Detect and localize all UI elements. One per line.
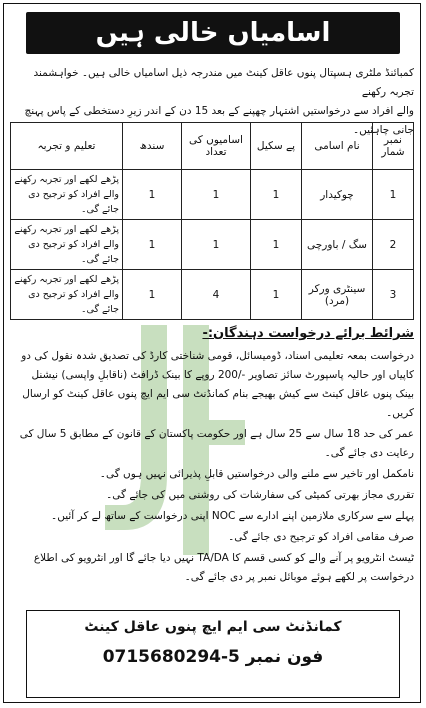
cell-count: 4 [182, 270, 251, 320]
col-post: نام اسامی [302, 123, 373, 170]
table-row [11, 220, 414, 270]
condition-item: عمر کی حد 18 سال سے 25 سال ہے اور حکومت پاکستان کے قانون کے مطابق 5 سال کی رعایت دی جائے گی۔ [19, 428, 414, 459]
issuing-authority: کمانڈنٹ سی ایم ایچ پنوں عاقل کینٹ [84, 619, 342, 635]
col-scale: پے سکیل [251, 123, 302, 170]
cell-serial: 1 [373, 170, 414, 220]
table-row [11, 270, 414, 320]
cell-scale: 1 [251, 270, 302, 320]
condition-item: ٹیسٹ انٹرویو پر آنے والے کو کسی قسم کا TA/DA نہیں دیا جائے گا اور انٹرویو کی اطلاع درخواست پر لکھے ہوئے موبائل نمبر پر دی جائے گی۔ [33, 552, 414, 583]
conditions-list [10, 347, 414, 589]
cell-serial: 3 [373, 270, 414, 320]
title-banner [26, 12, 400, 54]
cell-education: پڑھے لکھے اور تجربہ رکھنے والے افراد کو ترجیح دی جائے گی۔ [11, 270, 123, 320]
contact-box [26, 610, 400, 698]
phone-number: 0715680294-5 [102, 647, 240, 667]
phone-line [27, 647, 399, 667]
col-count: اسامیوں کی تعداد [182, 123, 251, 170]
col-education: تعلیم و تجربہ [11, 123, 123, 170]
cell-count: 1 [182, 170, 251, 220]
condition-item: صرف مقامی افراد کو ترجیح دی جائے گی۔ [228, 531, 414, 543]
phone-label: فون نمبر [245, 647, 324, 667]
condition-item: پہلے سے سرکاری ملازمین اپنے ادارے سے NOC اپنی درخواست کے ساتھ لے کر آئیں۔ [51, 510, 414, 522]
table-row [11, 170, 414, 220]
cell-post: سگ / باورچی [302, 220, 373, 270]
page-title: اسامیاں خالی ہیں [95, 18, 331, 48]
col-serial: نمبر شمار [373, 123, 414, 170]
cell-education: پڑھے لکھے اور تجربہ رکھنے والے افراد کو ترجیح دی جائے گی۔ [11, 220, 123, 270]
cell-serial: 2 [373, 220, 414, 270]
conditions-title: شرائط برائے درخواست دہندگان:- [202, 326, 414, 341]
cell-scale: 1 [251, 170, 302, 220]
intro-line-2: والے افراد سے درخواستیں اشتہار چھپنے کے بعد 15 دن کے اندر زیرِ دستخطی کے پاس پہنچ جانی چاہئیں۔ [24, 105, 414, 136]
col-sindh: سندھ [123, 123, 182, 170]
cell-scale: 1 [251, 220, 302, 270]
intro-line-1: کمبائنڈ ملٹری ہسپتال پنوں عاقل کینٹ میں مندرجہ ذیل اسامیاں خالی ہیں۔ خواہشمند تجربہ رکھنے [33, 67, 414, 98]
condition-item: نامکمل اور تاخیر سے ملنے والی درخواستیں قابلِ پذیرائی نہیں ہوں گی۔ [99, 468, 414, 480]
cell-count: 1 [182, 220, 251, 270]
vacancy-table [10, 122, 414, 320]
table-header-row [11, 123, 414, 170]
cell-sindh: 1 [123, 170, 182, 220]
condition-item: درخواست بمعہ تعلیمی اسناد، ڈومیسائل، قومی شناختی کارڈ کی تصدیق شدہ نقول کی دو کاپیاں اور حالیہ پاسپورٹ سائز تصاویر -/200 روپے کا بینک ڈرافٹ (ناقابلِ واپسی) نیشنل بینک پنوں عاقل کینٹ سے کیش بھیجے بنام کمانڈنٹ سی ایم ایچ پنوں عاقل کینٹ کو ارسال کریں۔ [21, 350, 414, 419]
cell-post: سینٹری ورکر (مرد) [302, 270, 373, 320]
condition-item: تقرری مجاز بھرتی کمیٹی کی سفارشات کی روشنی میں کی جائے گی۔ [106, 489, 414, 501]
cell-sindh: 1 [123, 220, 182, 270]
cell-education: پڑھے لکھے اور تجربہ رکھنے والے افراد کو ترجیح دی جائے گی۔ [11, 170, 123, 220]
cell-post: چوکیدار [302, 170, 373, 220]
conditions-heading [202, 326, 414, 341]
cell-sindh: 1 [123, 270, 182, 320]
